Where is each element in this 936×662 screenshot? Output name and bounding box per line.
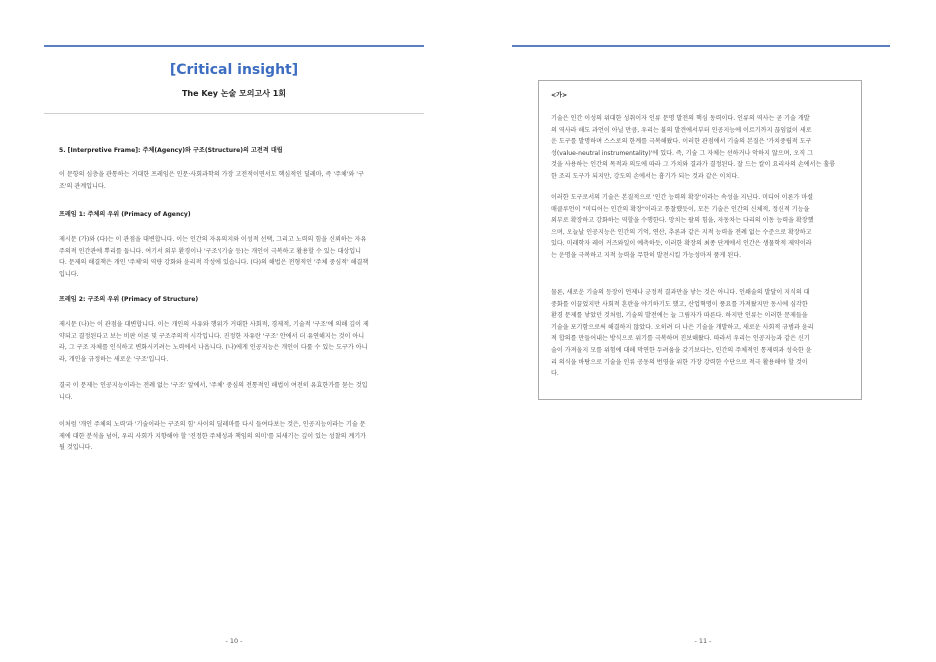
passage-line: 물론, 새로운 기술의 등장이 언제나 긍정적 결과만을 낳는 것은 아니다. 인쇄술의 발달이 지식의 대 — [551, 289, 810, 296]
frame1-line: 제시문 (가)와 (다)는 이 관점을 대변합니다. 이는 인간의 자유의지와 이성적 선택, 그리고 노력의 힘을 신뢰하는 자유 — [59, 236, 367, 243]
conclusion2-line: 이처럼 '개인 주체의 노력'과 '기술이라는 구조의 힘' 사이의 딜레마를 다시 들여다보는 것은, 인공지능이라는 기술 문 — [59, 421, 366, 428]
passage-line: 다. — [551, 370, 559, 378]
top-rule — [44, 45, 424, 47]
frame1-line: 입니다. — [59, 270, 79, 278]
conclusion2-line: 제에 대한 분석을 넘어, 우리 사회가 지향해야 할 '진정한 주체성과 책임의 의미'를 되새기는 깊이 있는 성찰의 계기가 — [59, 432, 367, 440]
passage-line: 운 도구를 발명하며 스스로의 한계를 극복해왔다. 이러한 관점에서 기술의 본질은 '가치중립적 도구 — [551, 138, 812, 146]
passage-line: 기술을 포기함으로써 해결하지 않았다. 오히려 더 나은 기술을 개발하고, 새로운 사회적 규범과 윤리 — [551, 323, 814, 331]
passage-line: 한 조리 도구가 되지만, 강도의 손에서는 흉기가 되는 것과 같은 이치다. — [551, 172, 740, 180]
intro-paragraph — [59, 169, 411, 192]
conclusion1-paragraph — [59, 380, 411, 403]
intro-line: 이 문항의 심층을 관통하는 거대한 프레임은 인문·사회과학의 가장 고전적이면서도 핵심적인 딜레마, 즉 '주체'와 '구 — [59, 171, 364, 178]
page-number: - 11 - — [694, 637, 712, 645]
frame2-line: 라, 개인을 규정하는 새로운 '구조'입니다. — [59, 355, 169, 363]
frame1-heading-text: 프레임 1: 주체의 우위 (Primacy of Agency) — [59, 211, 191, 218]
frame2-heading — [59, 294, 411, 306]
question-heading-text: 5. [Interpretive Frame]: 주체(Agency)와 구조(Structure)의 고전적 대립 — [59, 147, 283, 154]
right-page — [468, 0, 936, 662]
frame1-heading — [59, 209, 411, 221]
passage-line: 리 의식을 바탕으로 기술을 인류 공동의 번영을 위한 가장 강력한 수단으로 적극 활용해야 할 것이 — [551, 358, 808, 366]
passage-line: 중화를 이끌었지만 사회적 혼란을 야기하기도 했고, 산업혁명이 풍요를 가져왔지만 동시에 심각한 — [551, 300, 808, 308]
frame1-paragraph — [59, 234, 411, 280]
page-subtitle: The Key 논술 모의고사 1회 — [181, 89, 287, 98]
passage-line: 것을 사용하는 인간의 목적과 의도에 따라 그 가치와 결과가 결정된다. 잘 드는 칼이 요리사의 손에서는 훌륭 — [551, 161, 836, 169]
conclusion2-paragraph — [59, 419, 411, 454]
conclusion1-line: 결국 이 문제는 인공지능이라는 전례 없는 '구조' 앞에서, '주체' 중심의 전통적인 해법이 여전히 유효한가를 묻는 것입 — [59, 382, 368, 389]
title-separator — [44, 113, 424, 114]
passage-line: 이러한 도구로서의 기술은 본질적으로 '인간 능력의 확장'이라는 속성을 지닌다. 미디어 이론가 마셜 — [551, 194, 814, 201]
frame2-heading-text: 프레임 2: 구조의 우위 (Primacy of Structure) — [59, 296, 199, 303]
conclusion2-line: 될 것입니다. — [59, 444, 93, 452]
passage-label-text: <가> — [551, 92, 568, 99]
page-title: [Critical insight] — [169, 62, 299, 78]
passage-line: 는 운명을 극복하고 지적 능력을 무한히 발전시킬 가능성마저 품게 된다. — [551, 251, 742, 259]
conclusion1-line: 니다. — [59, 393, 73, 401]
passage-line: 술이 가져올지 모를 위험에 대해 막연한 두려움을 갖기보다는, 인간의 주체적인 통제력과 성숙한 윤 — [551, 346, 812, 354]
frame2-paragraph — [59, 319, 411, 365]
intro-line: 조'의 관계입니다. — [59, 182, 106, 190]
passage-paragraph-2 — [551, 192, 849, 262]
passage-line: 성(value-neutral instrumentality)'에 있다. 즉, 기술 그 자체는 선하거나 악하지 않으며, 오직 그 — [551, 149, 814, 157]
passage-line: 적 합의를 만들어내는 방식으로 위기를 극복하며 진보해왔다. 따라서 우리는 인공지능과 같은 신기 — [551, 335, 810, 343]
passage-line: 있다. 미래학자 레이 커즈와일이 예측하듯, 이러한 확장의 최종 단계에서 인간은 생물학적 제약이라 — [551, 240, 812, 248]
passage-paragraph-1 — [551, 113, 849, 183]
passage-line: 기술은 인간 이성의 위대한 성취이자 인류 문명 발전의 핵심 동력이다. 인류의 역사는 곧 기술 개발 — [551, 115, 810, 122]
passage-line: 환경 문제를 낳았던 것처럼, 기술의 발전에는 늘 그림자가 따른다. 하지만 인류는 이러한 문제들을 — [551, 312, 808, 320]
frame2-line: 제시문 (나)는 이 관점을 대변합니다. 이는 개인의 사유와 행위가 거대한 사회적, 경제적, 기술적 '구조'에 의해 깊이 제 — [59, 321, 369, 328]
passage-line: 매클루언이 "미디어는 인간의 확장"이라고 통찰했듯이, 모든 기술은 인간의 신체적, 정신적 기능을 — [551, 205, 810, 213]
frame1-line: 다. 문제의 해결책은 개인 '주체'의 역량 강화와 윤리적 각성에 있습니다. (다)의 해법은 전형적인 '주체 중심적' 해결책 — [59, 259, 369, 267]
frame2-line: 라, 그 구조 자체를 인식하고 변화시키려는 노력에서 나옵니다. (나)에게 인공지능은 개인이 다룰 수 있는 도구가 아니 — [59, 344, 368, 352]
passage-line: 의 역사라 해도 과언이 아닐 만큼, 우리는 불의 발견에서부터 인공지능에 이르기까지 끊임없이 새로 — [551, 126, 812, 134]
page-number: - 10 - — [225, 637, 243, 645]
top-rule — [512, 45, 890, 47]
passage-paragraph-3 — [551, 287, 849, 380]
frame1-line: 주의적 인간관에 뿌리를 둡니다. 여기서 외부 환경이나 '구조'(기술 등)는 개인이 극복하고 활용할 수 있는 대상입니 — [59, 247, 362, 255]
passage-label — [551, 90, 849, 102]
frame2-line: 약되고 결정된다고 보는 비판 이론 및 구조주의적 시각입니다. 진정한 자유란 '구조' 안에서 더 유연해지는 것이 아니 — [59, 332, 365, 340]
passage-line: 외부로 확장하고 강화하는 역할을 수행한다. 망치는 팔의 힘을, 자동차는 다리의 이동 능력을 확장했 — [551, 217, 814, 225]
passage-line: 으며, 오늘날 인공지능은 인간의 기억, 연산, 추론과 같은 지적 능력을 전례 없는 수준으로 확장하고 — [551, 228, 812, 236]
passage-box — [538, 80, 862, 400]
question-heading — [59, 145, 411, 157]
